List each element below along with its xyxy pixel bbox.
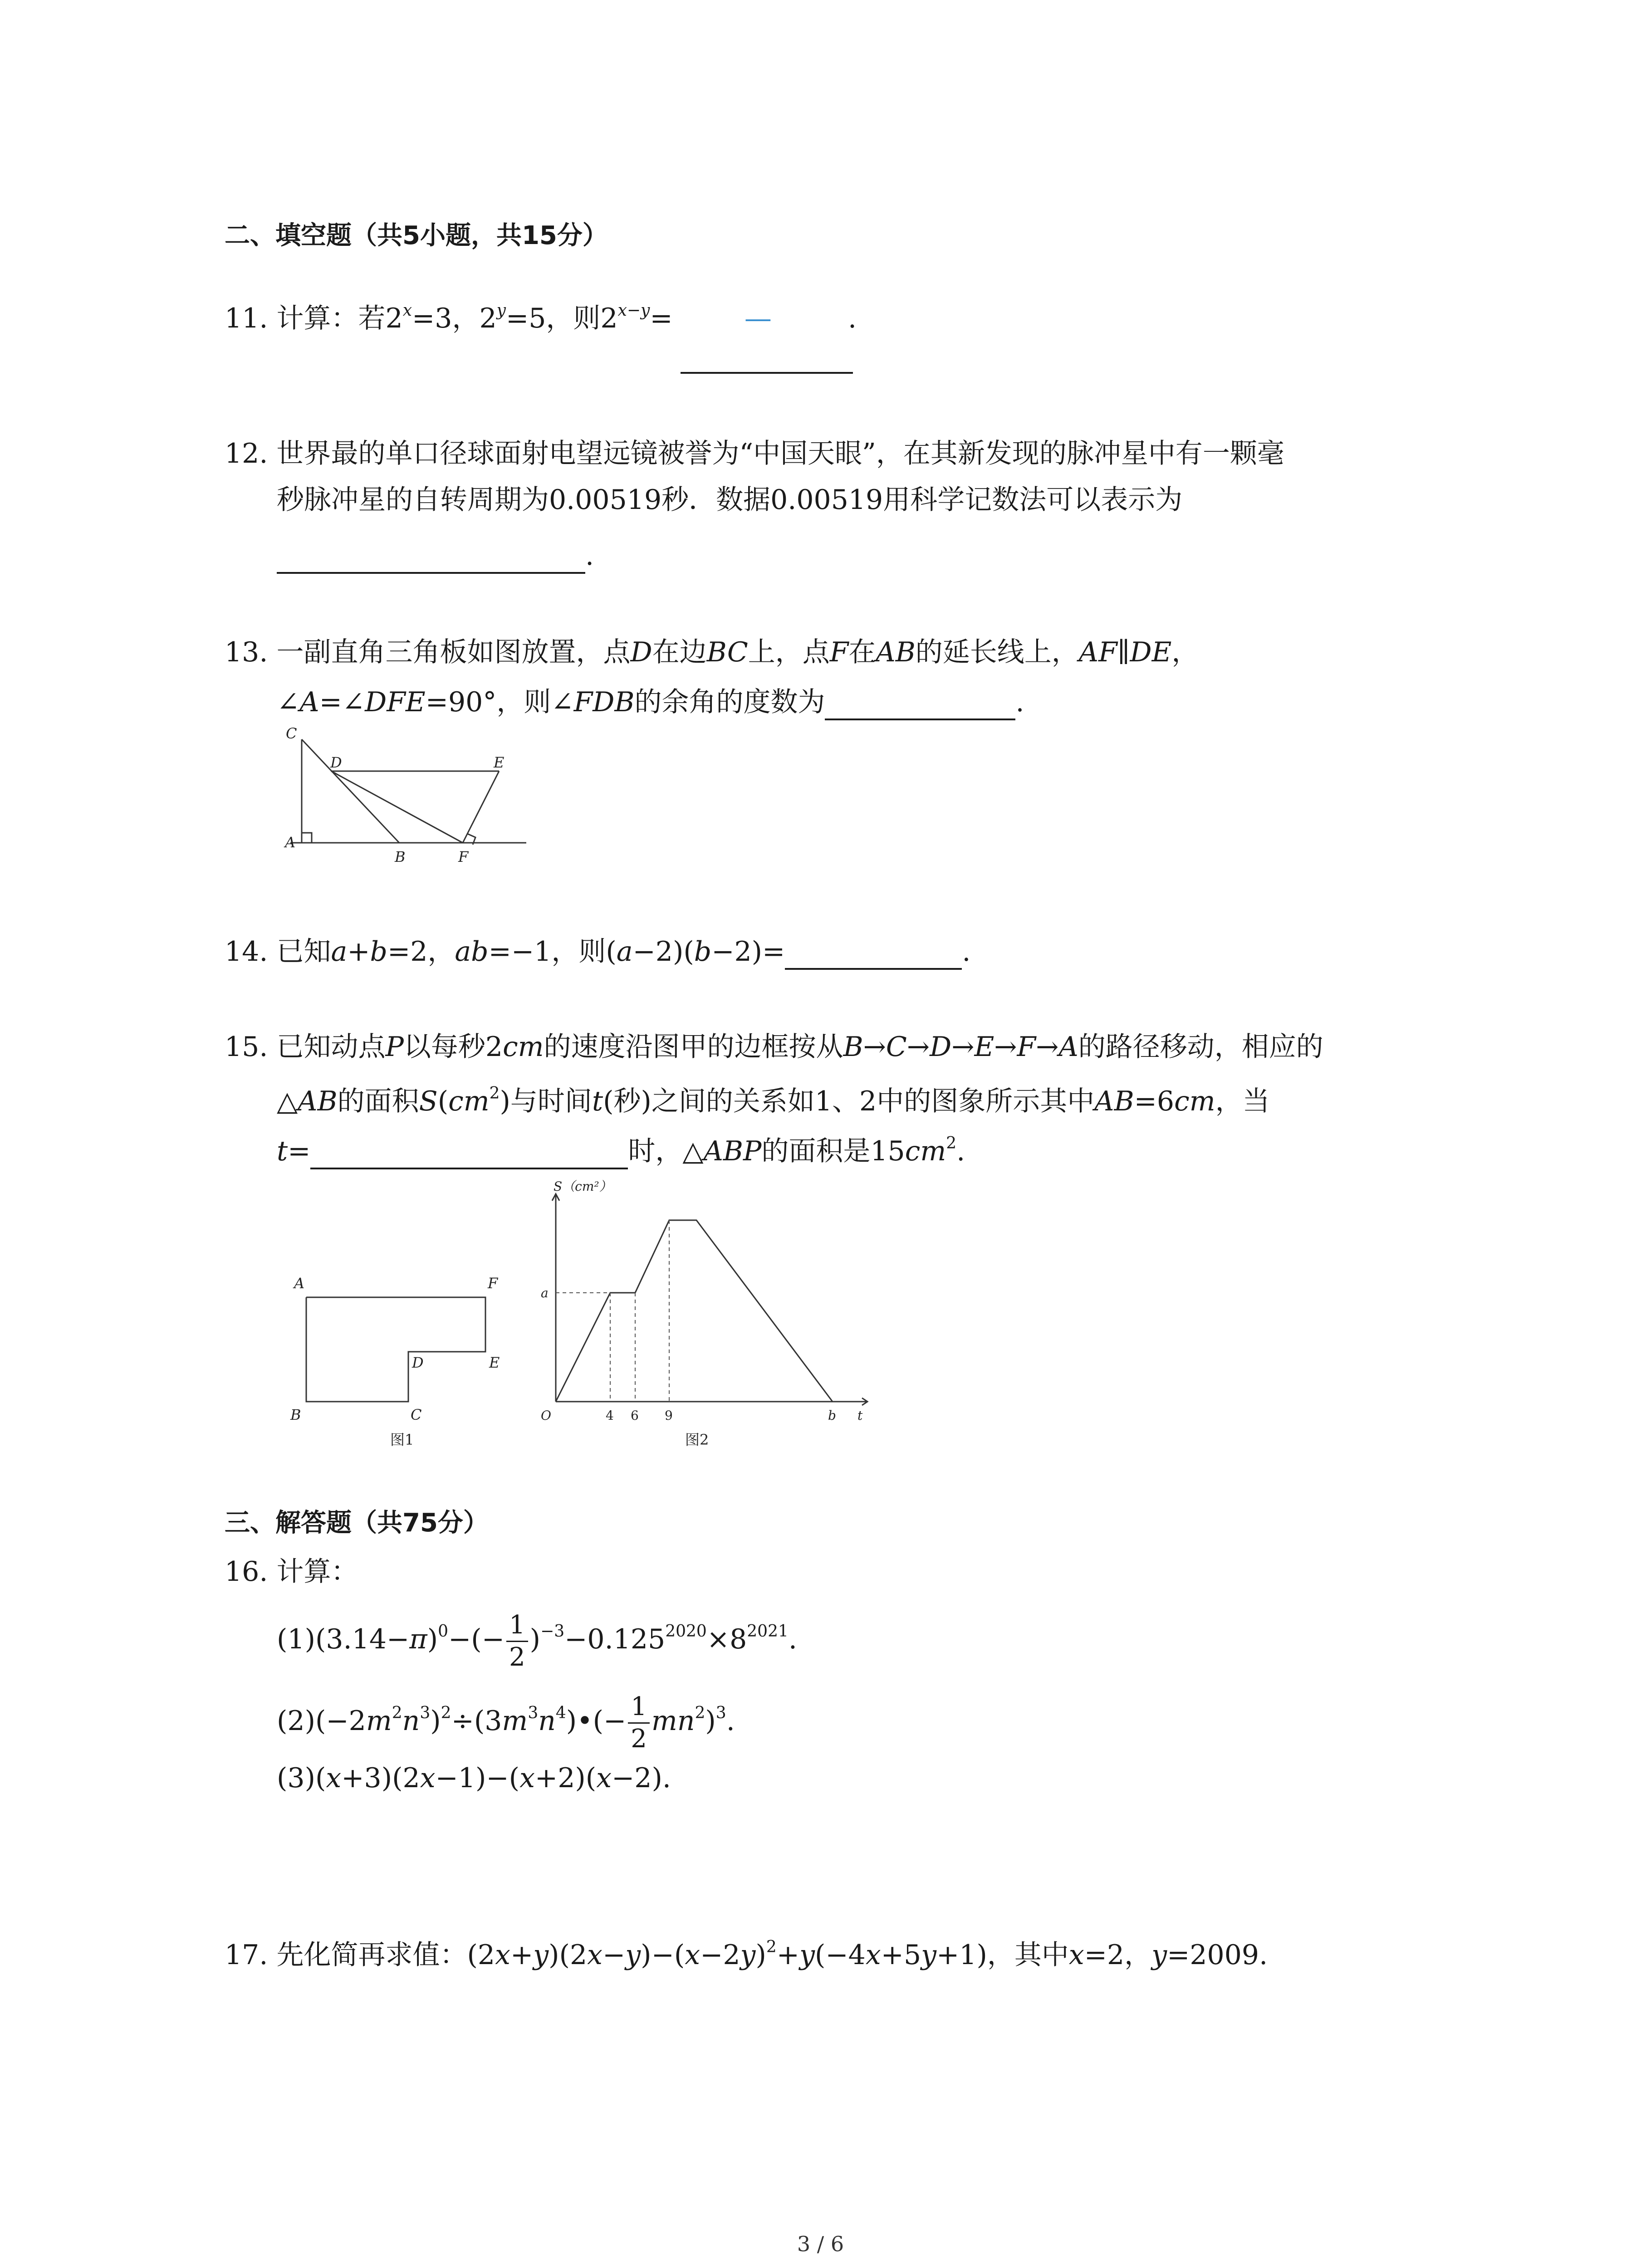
q16-text: (2)(−2 [277, 1705, 366, 1737]
q15-text: 以每秒2 [403, 1031, 503, 1063]
q16-sup: 2020 [665, 1622, 707, 1641]
q15-var: t [592, 1085, 603, 1117]
q11-exp-b: y [496, 301, 506, 320]
q16-sup: −3 [540, 1622, 565, 1641]
q15-var: S [419, 1085, 438, 1117]
q13-var: F [829, 636, 849, 668]
q15-fig2-tick-9: 9 [665, 1408, 673, 1423]
q15-number: 15. [225, 1031, 268, 1063]
q15-fig2-label-b: b [828, 1408, 836, 1423]
q16-var: x [326, 1762, 342, 1794]
q15-unit: cm [905, 1135, 946, 1167]
q13-line-EF [463, 771, 499, 843]
q15-unit: cm [503, 1031, 544, 1063]
q14-var: b [694, 936, 712, 968]
q13-label-F: F [458, 848, 469, 865]
q17-text: 先化简再求值：(2 [276, 1939, 495, 1971]
q15-text: 的面积是15 [761, 1135, 905, 1167]
q14-number: 14. [225, 936, 268, 968]
q16-text: ÷(3 [451, 1705, 502, 1737]
q13-text: =∠ [319, 686, 365, 718]
q11-text-b: =3，2 [412, 303, 497, 334]
q15-fig1-label-D: D [412, 1354, 424, 1371]
q13-end: . [1015, 686, 1024, 718]
q15-var: P [385, 1031, 404, 1063]
q16-part-3 [277, 1760, 671, 1796]
q15-fig1-label-E: E [489, 1354, 500, 1371]
q15-fig1-caption: 图1 [390, 1431, 414, 1448]
q17-var: y [740, 1939, 756, 1971]
q13-answer-blank[interactable] [825, 687, 1015, 720]
q15-fig2-origin: O [541, 1408, 551, 1423]
q16-var: x [596, 1762, 612, 1794]
q13-text: ∠ [277, 686, 300, 718]
q13-text: =90°，则∠ [425, 686, 574, 718]
q16-var: π [409, 1623, 427, 1656]
q15-var: AB [1094, 1085, 1134, 1117]
q11-answer-mark: — [744, 303, 772, 334]
q13-label-A: A [285, 834, 296, 851]
question-15-line2 [277, 1083, 1270, 1119]
section-3-title: 三、解答题（共75分） [225, 1508, 489, 1538]
q17-number: 17. [225, 1939, 268, 1971]
q16-var: x [519, 1762, 535, 1794]
q16-sup: 3 [420, 1704, 431, 1723]
q13-label-B: B [395, 848, 406, 865]
question-13-line1 [225, 634, 1199, 670]
q13-text: 在边 [652, 636, 707, 668]
q16-text: −2). [612, 1762, 671, 1794]
q15-text: △ [277, 1085, 298, 1117]
q15-var: ABP [703, 1135, 762, 1167]
q15-text: (秒)之间的关系如1、2中的图象所示其中 [603, 1085, 1095, 1117]
q14-var: a [616, 936, 633, 968]
q16-sup: 0 [438, 1622, 449, 1641]
q15-fig1-label-A: A [294, 1275, 305, 1292]
q13-text: 一副直角三角板如图放置，点 [276, 636, 631, 668]
q13-var: BC [706, 636, 748, 668]
q12-number: 12. [225, 438, 268, 469]
q15-figure-1 [281, 1261, 535, 1452]
q17-var: y [625, 1939, 641, 1971]
q14-text: =2， [387, 936, 455, 968]
q16-sup: 2 [695, 1704, 705, 1723]
q16-fraction-1 [506, 1610, 528, 1672]
q17-text: =2， [1084, 1939, 1152, 1971]
q16-var: n [538, 1705, 556, 1737]
q16-sup: 3 [528, 1704, 539, 1723]
question-16-intro [225, 1554, 358, 1590]
q15-text: 的速度沿图甲的边框按从 [544, 1031, 843, 1063]
q16-var: m [366, 1705, 392, 1737]
q16-number: 16. [225, 1556, 268, 1588]
q15-text: 时，△ [628, 1135, 704, 1167]
q16-var: m [502, 1705, 528, 1737]
q16-text: +2)( [534, 1762, 597, 1794]
q17-var: x [865, 1939, 881, 1971]
question-12-line3 [277, 538, 594, 574]
q15-fig2-tick-6: 6 [631, 1408, 639, 1423]
question-12-line1 [225, 435, 1284, 472]
q17-text: +1)，其中 [936, 1939, 1069, 1971]
q13-text: ， [1171, 636, 1199, 668]
q17-text: )(2 [549, 1939, 588, 1971]
q15-unit: cm [1174, 1085, 1215, 1117]
q17-text: (−4 [814, 1939, 866, 1971]
fraction-numerator: 1 [628, 1694, 650, 1724]
q16-text: . [726, 1705, 735, 1737]
q13-label-D: D [330, 754, 342, 771]
q11-text-a: 计算：若2 [276, 303, 403, 334]
q16-part-2 [277, 1694, 735, 1752]
q16-text: ×8 [706, 1623, 747, 1656]
q14-text: 已知 [276, 936, 331, 968]
q16-text: ) [430, 1705, 441, 1737]
q15-path: B→C→D→E→F→A [843, 1031, 1078, 1063]
q15-unit: cm [448, 1085, 490, 1117]
q15-fig1-label-B: B [290, 1406, 301, 1423]
q15-sup: 2 [946, 1134, 957, 1153]
q14-var: a+b [331, 936, 387, 968]
q12-end: . [585, 540, 594, 572]
q16-sup: 2 [392, 1704, 402, 1723]
q17-sup: 2 [766, 1938, 777, 1956]
q16-text: )•(− [566, 1705, 627, 1737]
q17-var: y [921, 1939, 937, 1971]
question-17 [225, 1937, 1268, 1973]
q16-text: ) [427, 1623, 438, 1656]
q11-end: . [848, 303, 857, 334]
q13-text: 上，点 [748, 636, 830, 668]
q15-text: ，当 [1215, 1085, 1270, 1117]
q17-text: + [776, 1939, 800, 1971]
q15-fig2-label-a: a [541, 1286, 549, 1300]
q17-text: + [510, 1939, 534, 1971]
q15-text: =6 [1134, 1085, 1175, 1117]
q16-sup: 4 [555, 1704, 566, 1723]
q15-fig1-label-C: C [411, 1406, 422, 1423]
q17-var: x [495, 1939, 510, 1971]
q15-text: 的路径移动，相应的 [1078, 1031, 1323, 1063]
q17-var: y [533, 1939, 549, 1971]
question-11 [225, 300, 857, 337]
page-number: 3 / 6 [797, 2232, 844, 2256]
q17-text: =2009. [1167, 1939, 1268, 1971]
q12-answer-blank[interactable] [277, 540, 585, 574]
q13-var: A [299, 686, 319, 718]
q16-part-1 [277, 1610, 797, 1672]
q11-text-c: =5，则2 [505, 303, 618, 334]
q13-text: 的延长线上， [915, 636, 1079, 668]
q14-answer-blank[interactable] [785, 936, 962, 970]
q15-fig1-outline [306, 1297, 485, 1402]
q15-sup: 2 [489, 1084, 500, 1103]
q15-text: 已知动点 [276, 1031, 386, 1063]
q13-text: 的余角的度数为 [634, 686, 825, 718]
q16-sup: 2 [441, 1704, 451, 1723]
q15-answer-blank[interactable] [310, 1136, 628, 1169]
q12-text-line2: 秒脉冲星的自转周期为0.00519秒．数据0.00519用科学记数法可以表示为 [277, 484, 1183, 516]
q11-text-d: = [650, 303, 673, 334]
q13-text: 在 [848, 636, 876, 668]
q16-text: −(− [448, 1623, 505, 1656]
question-13-line2 [277, 684, 1024, 720]
q15-text: ( [437, 1085, 449, 1117]
fraction-denominator: 2 [631, 1724, 647, 1754]
q15-fig2-caption: 图2 [685, 1431, 709, 1448]
q16-sup: 2021 [747, 1622, 789, 1641]
q16-intro: 计算： [276, 1556, 358, 1588]
q13-var: D [630, 636, 652, 668]
q11-exp-c: x−y [617, 301, 650, 320]
q13-var: DFE [365, 686, 426, 718]
q14-text: =−1，则( [488, 936, 617, 968]
q16-var: x [420, 1762, 436, 1794]
q13-line-CB [302, 739, 399, 843]
q13-label-C: C [286, 726, 297, 742]
q16-text: −0.125 [564, 1623, 666, 1656]
q16-sup: 3 [715, 1704, 726, 1723]
q15-text: = [288, 1135, 311, 1167]
q15-fig2-tick-4: 4 [606, 1408, 614, 1423]
q15-var: AB [298, 1085, 338, 1117]
fraction-numerator: 1 [506, 1613, 528, 1642]
question-15-line3 [277, 1133, 965, 1169]
question-14 [225, 934, 970, 970]
q13-var: AB [876, 636, 916, 668]
q14-text: −2)( [632, 936, 694, 968]
q16-text: +3)(2 [341, 1762, 420, 1794]
q17-text: ) [755, 1939, 766, 1971]
q13-relation: AF∥DE [1078, 636, 1172, 668]
q16-text: ) [705, 1705, 716, 1737]
q16-text: ) [529, 1623, 541, 1656]
q17-var: x [685, 1939, 700, 1971]
q15-figure-2 [531, 1179, 876, 1452]
q14-var: ab [455, 936, 489, 968]
q15-fig1-label-F: F [488, 1275, 498, 1292]
q13-var: FDB [573, 686, 635, 718]
q15-text: 的面积 [337, 1085, 419, 1117]
question-15-line1 [225, 1029, 1323, 1065]
q16-text: (1)(3.14− [277, 1623, 410, 1656]
q17-text: − [602, 1939, 626, 1971]
q15-text: )与时间 [500, 1085, 592, 1117]
q16-text: . [788, 1623, 797, 1656]
q11-number: 11. [225, 303, 268, 334]
q17-text: −2 [700, 1939, 740, 1971]
q17-var: y [799, 1939, 815, 1971]
q16-var: mn [651, 1705, 695, 1737]
q17-var: y [1151, 1939, 1167, 1971]
q16-fraction-2 [628, 1694, 650, 1752]
fraction-denominator: 2 [509, 1642, 525, 1672]
q15-fig2-ylabel: S（cm²） [554, 1179, 612, 1194]
q13-right-angle-A [302, 833, 312, 843]
q15-text: . [956, 1135, 965, 1167]
q14-end: . [962, 936, 971, 968]
q16-var: n [402, 1705, 420, 1737]
q15-fig2-xlabel: t [857, 1408, 863, 1423]
q16-text: (3)( [277, 1762, 326, 1794]
q13-number: 13. [225, 636, 268, 668]
section-2-title: 二、填空题（共5小题，共15分） [225, 221, 608, 250]
q13-line-DF [331, 771, 463, 843]
q11-exp-a: x [402, 301, 412, 320]
q11-answer-blank[interactable] [681, 372, 853, 374]
q14-text: −2)= [711, 936, 785, 968]
q17-var: x [1068, 1939, 1084, 1971]
q17-text: +5 [881, 1939, 921, 1971]
q15-var: t [277, 1135, 288, 1167]
q12-text-line1: 世界最的单口径球面射电望远镜被誉为“中国天眼”，在其新发现的脉冲星中有一颗毫 [276, 438, 1284, 469]
q17-text: )−( [641, 1939, 685, 1971]
q17-var: x [587, 1939, 603, 1971]
q15-fig2-graph [556, 1220, 833, 1402]
q13-figure [277, 726, 531, 875]
q13-label-E: E [494, 754, 505, 771]
q16-text: −1)−( [435, 1762, 520, 1794]
